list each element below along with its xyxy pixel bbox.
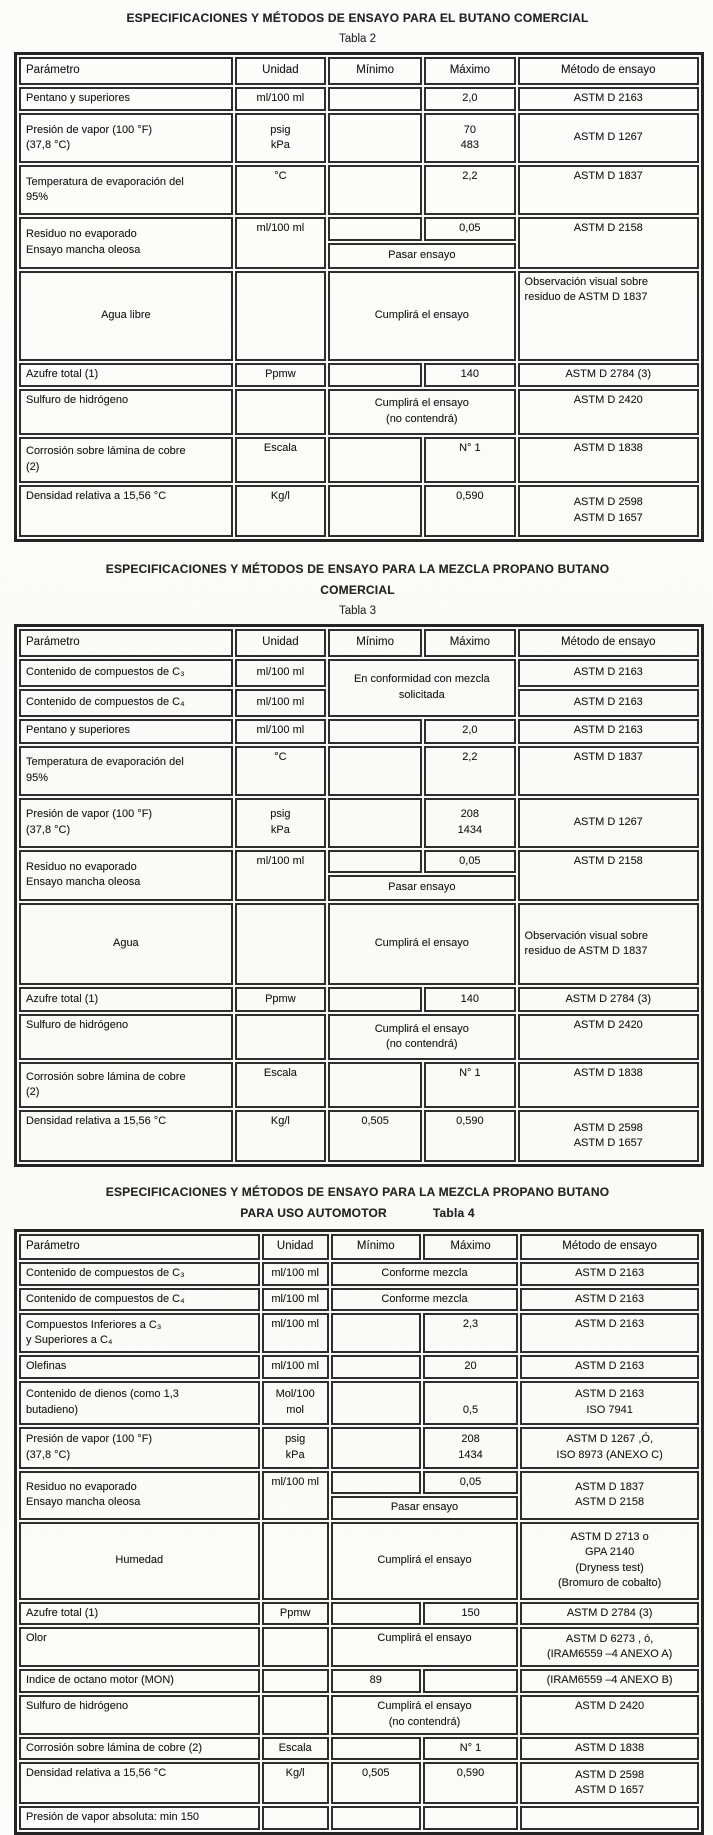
table-cell: Indice de octano motor (MON)	[19, 1669, 260, 1693]
table-cell: Pasar ensayo	[331, 1496, 518, 1520]
table-cell: °C	[235, 746, 326, 796]
table-cell: ASTM D 1837 ASTM D 2158	[520, 1471, 699, 1520]
table-cell: ASTM D 2420	[518, 1014, 699, 1060]
table-cell: Temperatura de evaporación del 95%	[19, 165, 233, 215]
table-cell: ASTM D 2163	[518, 689, 699, 717]
table-cell: Kg/l	[235, 485, 326, 537]
spec-table-mezcla-comercial	[14, 624, 704, 1168]
table-cell	[235, 271, 326, 361]
table-cell: Ppmw	[262, 1602, 329, 1626]
table-cell: 70 483	[424, 113, 515, 163]
table-cell: 2,3	[423, 1313, 518, 1353]
table-cell: Pasar ensayo	[328, 243, 515, 269]
column-header: Parámetro	[19, 57, 233, 85]
table-cell: Contenido de dienos (como 1,3 butadieno)	[19, 1381, 260, 1425]
table-cell: ASTM D 2713 o GPA 2140 (Dryness test) (Bromuro de cobalto)	[520, 1522, 699, 1600]
table-cell: Ppmw	[235, 987, 326, 1012]
table-cell: ASTM D 2784 (3)	[518, 363, 699, 387]
table-cell: N° 1	[424, 1062, 515, 1108]
table-cell: N° 1	[423, 1737, 518, 1761]
table-cell: Densidad relativa a 15,56 °C	[19, 485, 233, 537]
table-cell: Olor	[19, 1627, 260, 1667]
table-cell: Sulfuro de hidrógeno	[19, 1695, 260, 1735]
table-cell	[235, 1014, 326, 1060]
table-cell: ml/100 ml	[235, 689, 326, 717]
section-subtitle: PARA USO AUTOMOTOR	[240, 1206, 387, 1220]
section-mezcla-comercial	[13, 559, 702, 1168]
table-cell: Residuo no evaporado Ensayo mancha oleosa	[19, 850, 233, 902]
table-cell: 150	[423, 1602, 518, 1626]
column-header: Método de ensayo	[518, 629, 699, 657]
table-cell: Contenido de compuestos de C₄	[19, 1288, 260, 1312]
table-cell: 208 1434	[424, 798, 515, 848]
table-cell: ml/100 ml	[235, 87, 326, 111]
table-cell: ASTM D 2784 (3)	[518, 987, 699, 1012]
table-cell: Escala	[262, 1737, 329, 1761]
table-cell: ml/100 ml	[262, 1288, 329, 1312]
table-cell: Cumplirá el ensayo	[328, 271, 515, 361]
table-cell	[328, 746, 422, 796]
table-cell: 0,5	[423, 1381, 518, 1425]
table-cell: ASTM D 2163	[520, 1262, 699, 1286]
table-label: Tabla 2	[338, 33, 377, 45]
table-cell: Contenido de compuestos de C₄	[19, 689, 233, 717]
table-cell: Conforme mezcla	[331, 1262, 518, 1286]
table-cell: 89	[331, 1669, 421, 1693]
section-title-line2: COMERCIAL	[320, 582, 395, 597]
table-cell: ASTM D 2163	[518, 87, 699, 111]
table-cell: Pasar ensayo	[328, 875, 515, 901]
column-header: Máximo	[424, 57, 515, 85]
table-cell: Cumplirá el ensayo	[331, 1627, 518, 1667]
table-cell: 2,2	[424, 746, 515, 796]
table-cell: 2,2	[424, 165, 515, 215]
table-cell	[328, 437, 422, 483]
table-cell: 0,05	[424, 217, 515, 241]
table-cell	[331, 1381, 421, 1425]
table-cell: Compuestos Inferiores a C₃ y Superiores a C₄	[19, 1313, 260, 1353]
table-cell	[328, 87, 422, 111]
table-cell: ml/100 ml	[262, 1262, 329, 1286]
table-cell: Cumplirá el ensayo (no contendrá)	[331, 1695, 518, 1735]
table-cell: Temperatura de evaporación del 95%	[19, 746, 233, 796]
table-cell: ASTM D 1267 ,Ó, ISO 8973 (ANEXO C)	[520, 1427, 699, 1469]
table-cell	[328, 217, 422, 241]
table-cell: En conformidad con mezcla solicitada	[328, 659, 515, 717]
table-cell	[331, 1355, 421, 1379]
column-header: Método de ensayo	[520, 1234, 699, 1260]
table-cell	[423, 1806, 518, 1830]
table-cell: Presión de vapor (100 °F) (37,8 °C)	[19, 113, 233, 163]
table-cell: ASTM D 2158	[518, 850, 699, 902]
table-cell: Cumplirá el ensayo (no contendrá)	[328, 389, 515, 435]
table-cell: ASTM D 2163	[518, 719, 699, 744]
section-title: ESPECIFICACIONES Y MÉTODOS DE ENSAYO PARA LA MEZCLA PROPANO BUTANO	[105, 561, 610, 576]
table-cell: Residuo no evaporado Ensayo mancha oleosa	[19, 217, 233, 269]
table-cell: Ppmw	[235, 363, 326, 387]
table-cell: 208 1434	[423, 1427, 518, 1469]
table-cell: ASTM D 2420	[518, 389, 699, 435]
section-title: ESPECIFICACIONES Y MÉTODOS DE ENSAYO PARA LA MEZCLA PROPANO BUTANO	[105, 1185, 610, 1199]
table-cell	[262, 1627, 329, 1667]
table-cell	[328, 719, 422, 744]
table-cell: 0,590	[424, 1110, 515, 1162]
table-cell: 140	[424, 987, 515, 1012]
table-cell	[262, 1669, 329, 1693]
table-cell	[235, 903, 326, 985]
table-cell: psig kPa	[235, 798, 326, 848]
table-cell: Escala	[235, 437, 326, 483]
table-label: Tabla 4	[432, 1206, 475, 1220]
table-cell: ASTM D 1267	[518, 113, 699, 163]
table-cell: Corrosión sobre lámina de cobre (2)	[19, 437, 233, 483]
table-cell	[235, 389, 326, 435]
table-cell: psig kPa	[262, 1427, 329, 1469]
table-cell: ASTM D 1837	[518, 746, 699, 796]
table-cell: ml/100 ml	[235, 217, 326, 269]
table-cell	[331, 1806, 421, 1830]
table-cell: psig kPa	[235, 113, 326, 163]
table-cell: ASTM D 2420	[520, 1695, 699, 1735]
table-cell: Azufre total (1)	[19, 363, 233, 387]
table-cell: ASTM D 1837	[518, 165, 699, 215]
table-cell: Sulfuro de hidrógeno	[19, 1014, 233, 1060]
table-cell: ml/100 ml	[262, 1355, 329, 1379]
table-cell: ml/100 ml	[235, 659, 326, 687]
table-cell	[328, 113, 422, 163]
table-cell: ml/100 ml	[262, 1313, 329, 1353]
table-cell: Conforme mezcla	[331, 1288, 518, 1312]
table-cell	[331, 1602, 421, 1626]
table-cell: ASTM D 2163 ISO 7941	[520, 1381, 699, 1425]
section-title-line2	[13, 1203, 702, 1224]
table-cell: ASTM D 1267	[518, 798, 699, 848]
table-cell	[520, 1806, 699, 1830]
table-cell: ASTM D 2784 (3)	[520, 1602, 699, 1626]
table-cell: Presión de vapor (100 °F) (37,8 °C)	[19, 1427, 260, 1469]
table-cell: Cumplirá el ensayo	[331, 1522, 518, 1600]
table-cell	[328, 798, 422, 848]
table-cell: Corrosión sobre lámina de cobre (2)	[19, 1062, 233, 1108]
table-cell: Presión de vapor absoluta: min 150	[19, 1806, 260, 1830]
table-cell	[331, 1471, 421, 1495]
table-cell: 0,505	[331, 1762, 421, 1804]
table-cell: Sulfuro de hidrógeno	[19, 389, 233, 435]
table-cell: ASTM D 2163	[520, 1355, 699, 1379]
section-mezcla-automotor	[13, 1182, 702, 1835]
spec-table-mezcla-automotor	[14, 1229, 704, 1835]
column-header: Parámetro	[19, 1234, 260, 1260]
column-header: Unidad	[262, 1234, 329, 1260]
table-cell	[262, 1806, 329, 1830]
table-cell: (IRAM6559 –4 ANEXO B)	[520, 1669, 699, 1693]
table-cell: Presión de vapor (100 °F) (37,8 °C)	[19, 798, 233, 848]
table-cell	[328, 850, 422, 874]
table-label: Tabla 3	[338, 604, 377, 617]
table-cell: ASTM D 1838	[518, 437, 699, 483]
table-cell: ASTM D 1838	[520, 1737, 699, 1761]
table-cell	[331, 1737, 421, 1761]
table-cell: ASTM D 2598 ASTM D 1657	[520, 1762, 699, 1804]
column-header: Mínimo	[331, 1234, 421, 1260]
table-cell: ASTM D 2163	[520, 1313, 699, 1353]
table-cell: Pentano y superiores	[19, 87, 233, 111]
table-cell: Observación visual sobre residuo de ASTM D 1837	[518, 903, 699, 985]
table-cell	[328, 363, 422, 387]
table-cell	[328, 1062, 422, 1108]
table-cell	[331, 1427, 421, 1469]
section-title: ESPECIFICACIONES Y MÉTODOS DE ENSAYO PARA EL BUTANO COMERCIAL	[126, 11, 589, 25]
table-cell: Azufre total (1)	[19, 987, 233, 1012]
table-cell: ASTM D 1838	[518, 1062, 699, 1108]
table-cell	[423, 1669, 518, 1693]
column-header: Máximo	[424, 629, 515, 657]
table-cell: Residuo no evaporado Ensayo mancha oleosa	[19, 1471, 260, 1520]
table-cell: Mol/100 mol	[262, 1381, 329, 1425]
spec-table-butano-comercial	[14, 52, 704, 542]
table-cell	[262, 1522, 329, 1600]
table-cell: Olefinas	[19, 1355, 260, 1379]
table-cell: ASTM D 2598 ASTM D 1657	[518, 1110, 699, 1162]
table-cell: ml/100 ml	[235, 719, 326, 744]
column-header: Mínimo	[328, 629, 422, 657]
table-cell: Contenido de compuestos de C₃	[19, 659, 233, 687]
table-cell: Densidad relativa a 15,56 °C	[19, 1110, 233, 1162]
table-cell	[262, 1695, 329, 1735]
table-cell: Observación visual sobre residuo de ASTM D 1837	[518, 271, 699, 361]
table-cell: 0,05	[424, 850, 515, 874]
table-cell	[328, 485, 422, 537]
table-cell: ASTM D 2163	[520, 1288, 699, 1312]
table-cell: 2,0	[424, 87, 515, 111]
table-cell: °C	[235, 165, 326, 215]
table-cell: Cumplirá el ensayo	[328, 903, 515, 985]
table-cell: Densidad relativa a 15,56 °C	[19, 1762, 260, 1804]
table-cell: Azufre total (1)	[19, 1602, 260, 1626]
table-cell	[328, 165, 422, 215]
section-butano-comercial	[13, 8, 702, 542]
table-cell: Humedad	[19, 1522, 260, 1600]
table-cell: Agua	[19, 903, 233, 985]
table-cell: 0,05	[423, 1471, 518, 1495]
table-cell: 0,505	[328, 1110, 422, 1162]
column-header: Unidad	[235, 629, 326, 657]
table-cell: ASTM D 2163	[518, 659, 699, 687]
table-cell: ml/100 ml	[262, 1471, 329, 1520]
table-cell: Cumplirá el ensayo (no contendrá)	[328, 1014, 515, 1060]
table-cell: 2,0	[424, 719, 515, 744]
table-cell: 0,590	[423, 1762, 518, 1804]
table-cell: Pentano y superiores	[19, 719, 233, 744]
table-cell: Escala	[235, 1062, 326, 1108]
table-cell: ASTM D 6273 , ó, (IRAM6559 –4 ANEXO A)	[520, 1627, 699, 1667]
table-cell: Kg/l	[262, 1762, 329, 1804]
table-cell: 140	[424, 363, 515, 387]
table-cell: ASTM D 2158	[518, 217, 699, 269]
column-header: Método de ensayo	[518, 57, 699, 85]
table-cell: Agua libre	[19, 271, 233, 361]
table-cell: Kg/l	[235, 1110, 326, 1162]
table-cell: 0,590	[424, 485, 515, 537]
table-cell: Contenido de compuestos de C₃	[19, 1262, 260, 1286]
table-cell: Corrosión sobre lámina de cobre (2)	[19, 1737, 260, 1761]
table-cell: ASTM D 2598 ASTM D 1657	[518, 485, 699, 537]
table-cell	[331, 1313, 421, 1353]
table-cell: ml/100 ml	[235, 850, 326, 902]
column-header: Máximo	[423, 1234, 518, 1260]
column-header: Unidad	[235, 57, 326, 85]
table-cell	[328, 987, 422, 1012]
column-header: Mínimo	[328, 57, 422, 85]
table-cell: 20	[423, 1355, 518, 1379]
table-cell: N° 1	[424, 437, 515, 483]
column-header: Parámetro	[19, 629, 233, 657]
